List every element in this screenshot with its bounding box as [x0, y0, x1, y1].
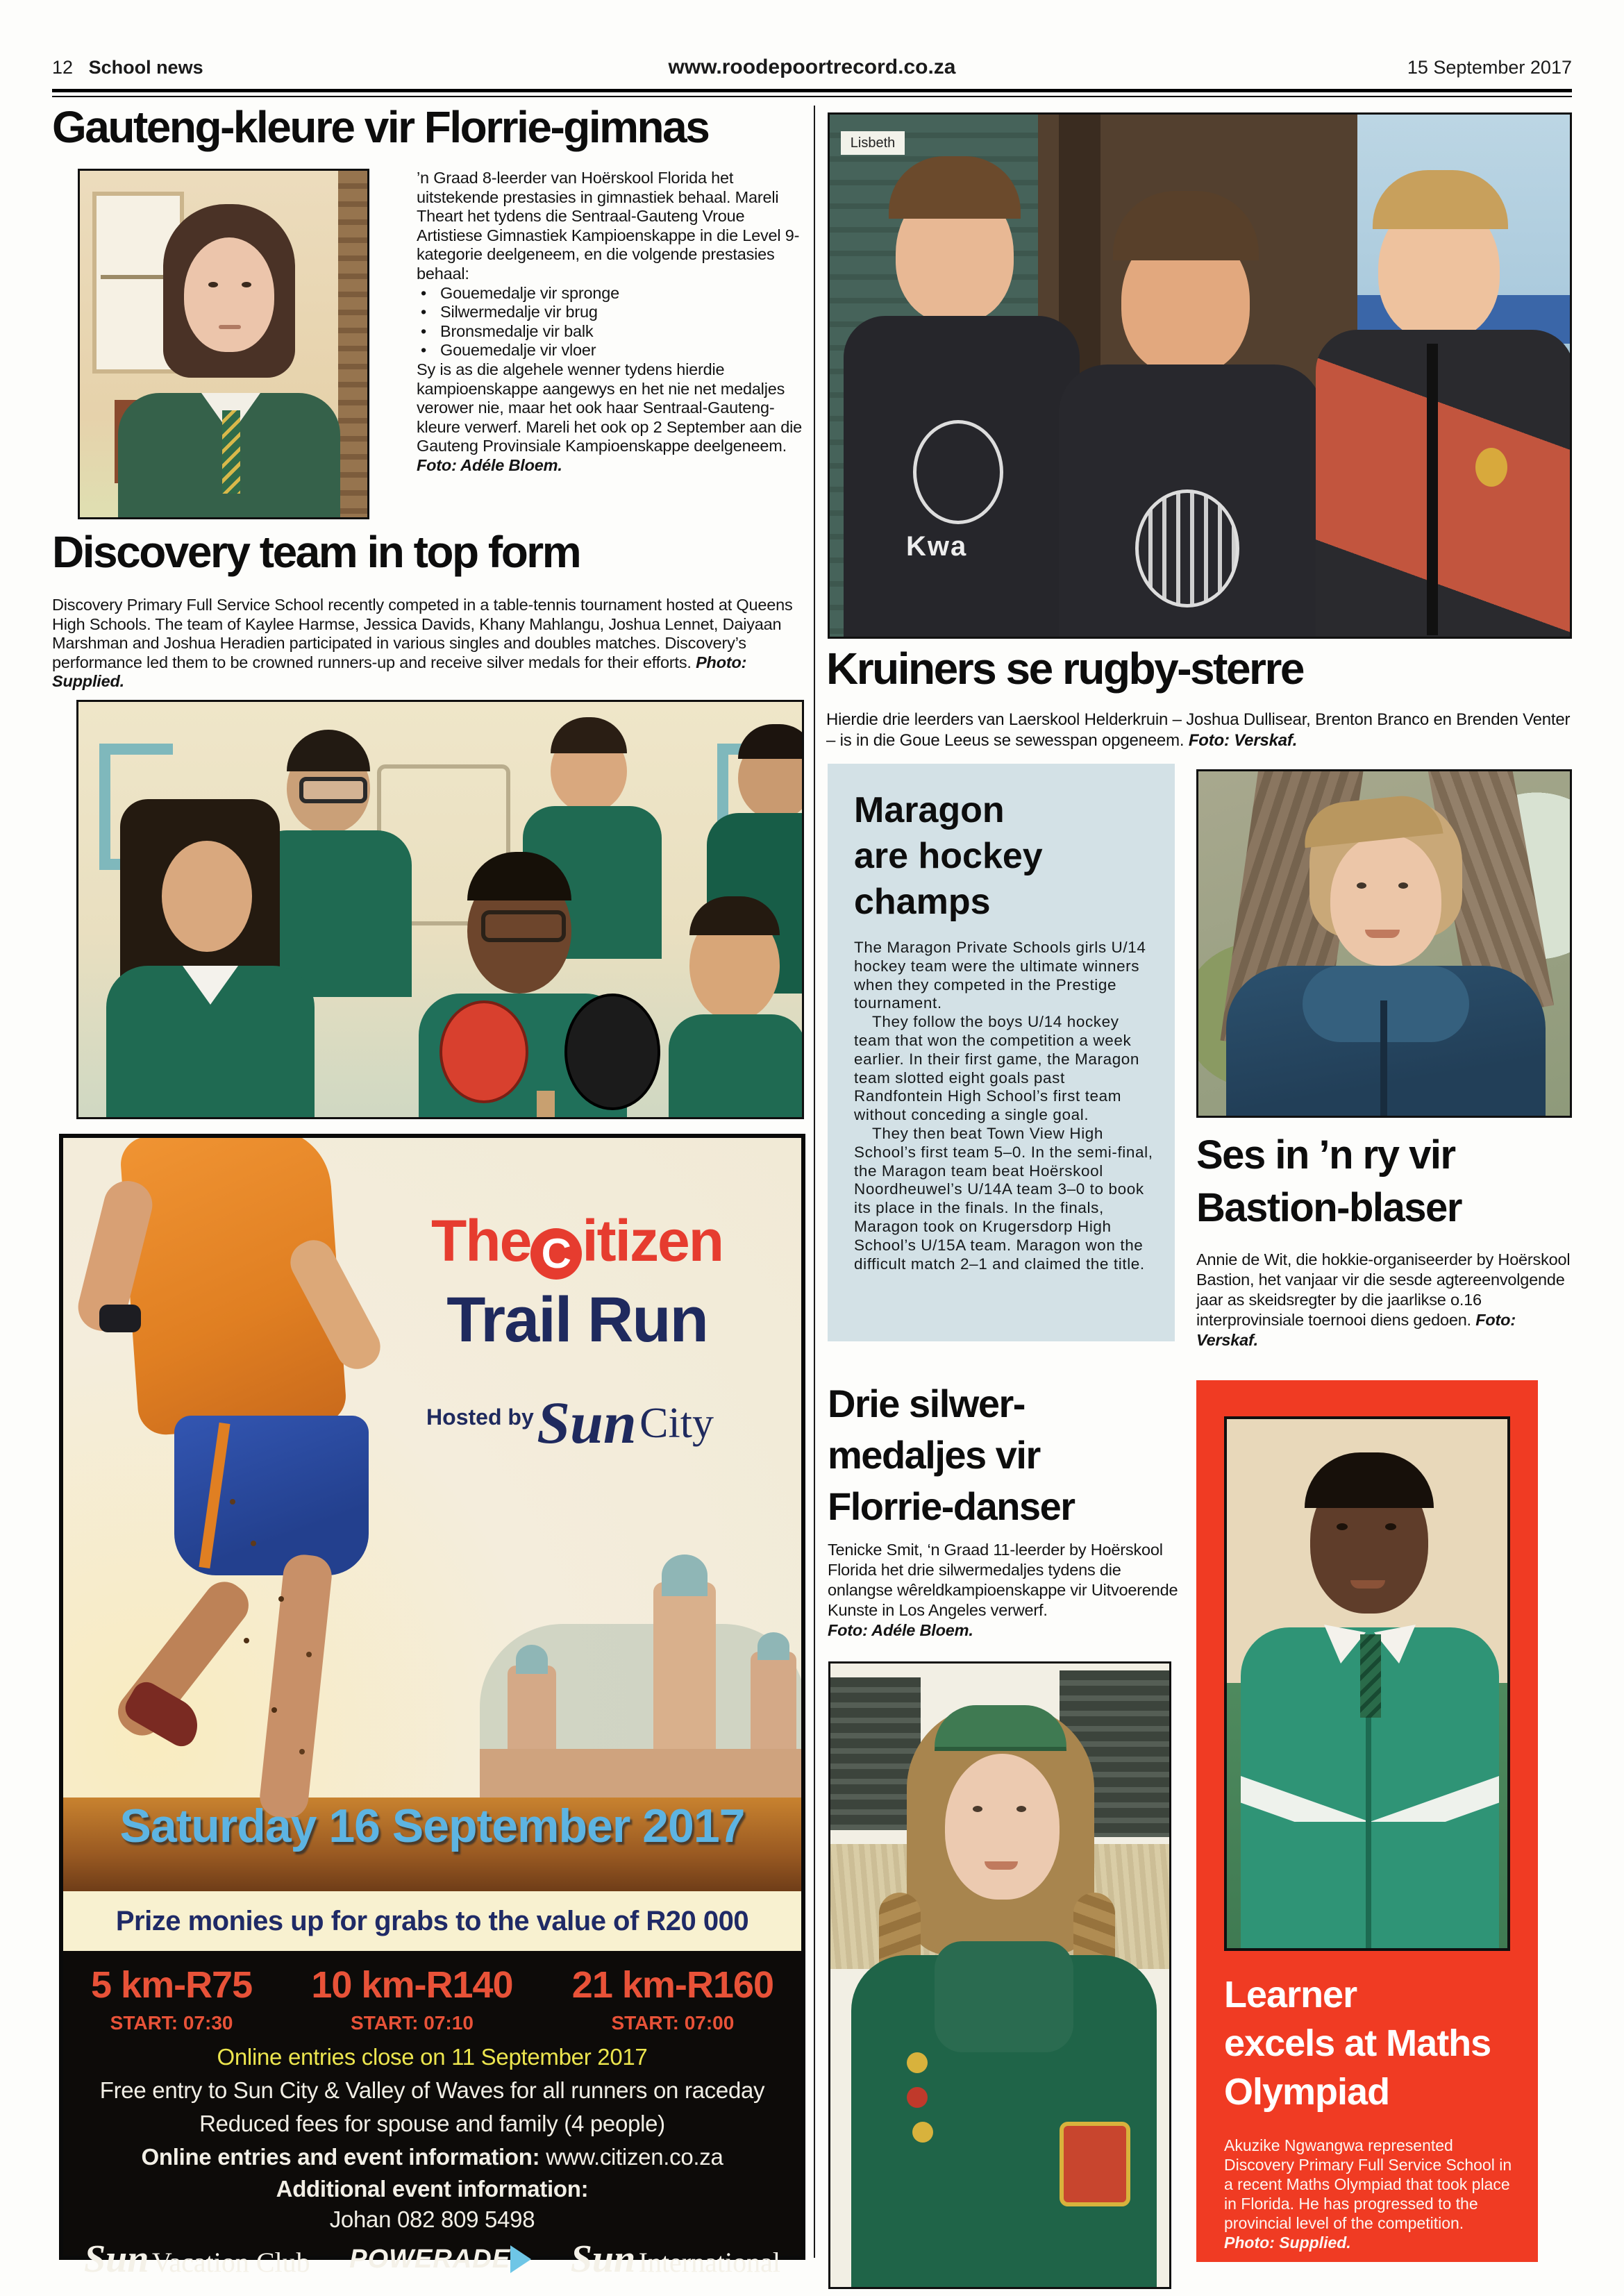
column-divider	[814, 106, 815, 2258]
ad-distance-21km-label: 21 km-R160	[571, 1964, 773, 2006]
photo-tt-paddle-red	[440, 1000, 528, 1103]
ad-online-info-url: www.citizen.co.za	[546, 2144, 723, 2170]
ad-event-date: Saturday 16 September 2017	[119, 1800, 745, 1852]
headline-maragon	[854, 787, 1175, 925]
gauteng-bullet-4: • Gouemedalje vir vloer	[417, 341, 807, 360]
gauteng-intro: ’n Graad 8-leerder van Hoërskool Florida het uitstekende prestasies in gimnastiek behaal. Mareli Theart het tydens die Sentraal-Gauteng Vroue Artistiese Gimnastiek Kampioenskappe in die Level 9-kategorie deelgeneem, en die volgende prestasies behaal:	[417, 169, 800, 283]
photo-annie-smile	[1365, 930, 1400, 938]
photo-tt-kid5-jacket	[669, 1014, 804, 1119]
photo-annie-eye-right	[1398, 882, 1408, 889]
gauteng-photo-credit: Foto: Adéle Bloem.	[417, 455, 562, 474]
gauteng-bullet-list	[417, 284, 807, 360]
sponsor-sun-vacation-club-logo	[84, 2237, 310, 2281]
photo-rugby-boy1-shirt-text: Kwa	[906, 531, 968, 562]
article-gauteng-body	[417, 169, 807, 476]
photo-rugby-boys	[828, 112, 1572, 639]
photo-tenicke-blazer-crest	[1060, 2122, 1130, 2206]
photo-tenicke-eye-left	[973, 1806, 982, 1812]
ad-contact: Johan 082 809 5498	[329, 2206, 535, 2232]
site-url: www.roodepoortrecord.co.za	[668, 56, 956, 78]
headline-danser-line1: Drie silwer-	[828, 1382, 1025, 1425]
ad-prize-bar: Prize monies up for grabs to the value of R20 000	[63, 1891, 801, 1951]
ad-distance-5km	[91, 1963, 252, 2034]
ad-distance-10km	[311, 1963, 512, 2034]
ad-distance-5km-label: 5 km-R75	[91, 1964, 253, 2006]
gauteng-bullet-1: • Gouemedalje vir spronge	[417, 284, 807, 303]
gauteng-bullet-2: • Silwermedalje vir brug	[417, 303, 807, 322]
sponsor3-name: International	[638, 2247, 780, 2278]
photo-mareli-eye-right	[242, 282, 251, 287]
maragon-paragraph-1: The Maragon Private Schools girls U/14 hockey team were the ultimate winners when they competed in the Prestige tournament.	[854, 939, 1146, 1012]
photo-tenicke-headband	[935, 1705, 1066, 1747]
sun-city-script-logo: Sun	[537, 1389, 637, 1456]
maragon-body	[854, 939, 1154, 1273]
photo-mareli-balcony-rail	[101, 275, 167, 279]
ad-distance-21km-start: START: 07:00	[611, 2012, 735, 2034]
bastion-body	[1196, 1250, 1577, 1350]
photo-akuzike-eye-right	[1385, 1523, 1396, 1530]
headline-maragon-line1: Maragon	[854, 790, 1005, 830]
ad-sponsor-row	[63, 2233, 801, 2281]
photo-tt-girl-face	[162, 841, 252, 952]
ad-entries-close: Online entries close on 11 September 2017	[217, 2044, 648, 2070]
headline-maragon-line3: champs	[854, 882, 991, 922]
ad-runner-watch	[99, 1305, 141, 1332]
ad-palace-dome-right	[757, 1632, 789, 1660]
gauteng-bullet-3: • Bronsmedalje vir balk	[417, 322, 807, 342]
citizen-logo-c-icon: C	[530, 1228, 582, 1280]
trail-run-ad	[59, 1134, 805, 2281]
headline-olympiad	[1224, 1970, 1523, 2116]
ad-hosted-row	[341, 1388, 799, 1457]
photo-akuzike	[1224, 1416, 1510, 1951]
photo-akuzike-smile	[1350, 1580, 1385, 1589]
header-rule-thick	[52, 89, 1572, 92]
citizen-logo-rest: itizen	[582, 1208, 723, 1273]
sponsor-sun-international-logo	[571, 2237, 780, 2281]
sponsor2-name: POWERADE	[349, 2244, 511, 2274]
sponsor1-name: Vacation Club	[151, 2247, 310, 2278]
photo-rugby-boy3-lion-badge	[1475, 448, 1507, 487]
photo-tt-paddle-handle	[537, 1091, 555, 1119]
kruiners-caption-text: Hierdie drie leerders van Laerskool Helderkruin – Joshua Dullisear, Brenton Branco en Brenden Venter – is in die Goue Leeus se sewesspan opgeneem.	[826, 710, 1571, 750]
photo-tenicke-badges	[907, 2052, 928, 2073]
danser-body	[828, 1540, 1180, 1641]
photo-akuzike-tie	[1360, 1634, 1381, 1718]
photo-annie-zipper	[1380, 1000, 1387, 1118]
photo-annie-eye-left	[1357, 882, 1366, 889]
photo-mareli	[78, 169, 369, 519]
gauteng-outro: Sy is as die algehele wenner tydens hierdie kampioenskappe aangewys en het nie net medaljes verower nie, maar het ook haar Sentraal-Gauteng-kleure verwerf. Mareli het ook op 2 September aan die Gauteng Provinsiale Kampioenskappe deelgeneem.	[417, 360, 803, 455]
maragon-article-box	[828, 764, 1175, 1341]
photo-tt-kid4-glasses	[481, 910, 566, 942]
photo-mareli-palm-trunk	[338, 171, 369, 519]
headline-kruiners: Kruiners se rugby-sterre	[826, 644, 1303, 694]
kruiners-caption	[826, 710, 1575, 751]
headline-discovery: Discovery team in top form	[52, 527, 580, 577]
sponsor3-script: Sun	[570, 2238, 636, 2281]
maragon-paragraph-2: They follow the boys U/14 hockey team that won the competition a week earlier. In their first game, the Maragon team slotted eight goals past Randfontein High School’s first team without conceding a single goal.	[854, 1013, 1140, 1124]
ad-distance-10km-start: START: 07:10	[351, 2012, 474, 2034]
ad-title: Trail Run	[446, 1284, 708, 1355]
bastion-text: Annie de Wit, die hokkie-organiseerder by Hoërskool Bastion, het vanjaar vir die sesde agtereenvolgende jaar as skeidsregter by die jaarlikse o.16 interprovinsiale toernooi diens gedoen.	[1196, 1250, 1571, 1329]
headline-olympiad-line1: Learner	[1224, 1974, 1357, 2016]
headline-danser-line2: medaljes vir	[828, 1433, 1040, 1477]
article-discovery-body	[52, 596, 807, 692]
ad-free-entry: Free entry to Sun City & Valley of Waves for all runners on raceday	[99, 2077, 765, 2103]
danser-photo-credit: Foto: Adéle Bloem.	[828, 1621, 973, 1639]
page-number: 12	[52, 57, 74, 78]
photo-akuzike-eye-left	[1337, 1523, 1348, 1530]
powerade-arrow-icon	[510, 2245, 531, 2273]
photo-tenicke-smit	[828, 1661, 1171, 2289]
ad-distances-row	[63, 1951, 801, 2034]
headline-bastion-line1: Ses in ’n ry vir	[1196, 1132, 1455, 1178]
photo-rugby-locker-tag: Lisbeth	[841, 131, 905, 155]
ad-additional-info-label: Additional event information:	[276, 2176, 589, 2202]
discovery-photo-credit: Photo: Supplied.	[52, 653, 747, 691]
photo-mareli-mouth	[219, 325, 241, 329]
sponsor1-script: Sun	[84, 2238, 149, 2281]
headline-danser	[828, 1378, 1178, 1532]
ad-distance-5km-start: START: 07:30	[110, 2012, 233, 2034]
ad-online-info	[63, 2144, 801, 2170]
photo-annie-face	[1330, 834, 1441, 966]
olympiad-photo-credit: Photo: Supplied.	[1224, 2234, 1351, 2252]
photo-tenicke-smile	[985, 1861, 1018, 1870]
ad-online-info-label: Online entries and event information:	[141, 2144, 540, 2170]
ad-info-panel	[63, 1951, 801, 2281]
ad-palace-dome	[662, 1555, 708, 1596]
maragon-paragraph-3: They then beat Town View High School’s first team 5–0. In the semi-final, the Maragon team beat Hoërskool Noordheuwel’s U/14A team 3–0 to book its place in the finals. In the finals, Maragon took on Krugersdorp High School’s U/15A team. Maragon won the difficult match 2–1 and claimed the title.	[854, 1124, 1153, 1273]
ad-hosted-by: Hosted by	[426, 1405, 534, 1430]
photo-mareli-tie	[222, 410, 240, 494]
olympiad-body	[1224, 2136, 1516, 2252]
ad-citizen-logo	[362, 1207, 792, 1280]
photo-mareli-face	[184, 237, 274, 352]
photo-tt-paddle-black	[564, 994, 660, 1110]
headline-bastion	[1196, 1129, 1575, 1234]
photo-rugby-boy2-emblem	[1135, 489, 1239, 607]
ad-mud-specks	[230, 1499, 235, 1505]
header-rule-thin	[52, 96, 1572, 97]
discovery-text: Discovery Primary Full Service School recently competed in a table-tennis tournament hosted at Queens High Schools. The team of Kaylee Harmse, Jessica Davids, Khany Mahlangu, Joshua Lennet, Daiyaan Marshman and Joshua Heradien participated in various singles and doubles matches. Discovery’s performance led them to be crowned runners-up and receive silver medals for their efforts.	[52, 596, 793, 671]
sun-city-name: City	[639, 1400, 714, 1447]
photo-rugby-boy3-jacket	[1316, 330, 1572, 639]
photo-tenicke-scarf	[935, 1941, 1073, 2052]
photo-table-tennis-team	[76, 700, 804, 1119]
olympiad-article-box	[1196, 1380, 1538, 2262]
headline-olympiad-line2: excels at Maths	[1224, 2022, 1491, 2064]
issue-date: 15 September 2017	[1407, 57, 1572, 78]
photo-rugby-boy1-emblem	[913, 420, 1003, 524]
sponsor-powerade-logo	[349, 2245, 531, 2274]
photo-tenicke-eye-right	[1016, 1806, 1026, 1812]
section-title: School news	[88, 57, 203, 78]
photo-tenicke-face	[945, 1754, 1060, 1900]
headline-danser-line3: Florrie-danser	[828, 1484, 1075, 1528]
headline-maragon-line2: are hockey	[854, 836, 1043, 876]
olympiad-text: Akuzike Ngwangwa represented Discovery Primary Full Service School in a recent Maths Olympiad that took place in Florida. He has progressed to the provincial level of the competition.	[1224, 2136, 1512, 2232]
headline-gauteng: Gauteng-kleure vir Florrie-gimnas	[52, 102, 709, 152]
ad-reduced-fees: Reduced fees for spouse and family (4 people)	[199, 2111, 665, 2136]
headline-olympiad-line3: Olympiad	[1224, 2071, 1390, 2113]
danser-text: Tenicke Smit, ‘n Graad 11-leerder by Hoërskool Florida het drie silwermedaljes tydens die onlangse wêreldkampioenskappe vir Uitvoerende Kunste in Los Angeles verwerf.	[828, 1541, 1178, 1619]
ad-distance-10km-label: 10 km-R140	[311, 1964, 513, 2006]
bastion-photo-credit: Foto: Verskaf.	[1196, 1311, 1516, 1349]
photo-annie-de-wit	[1196, 769, 1572, 1118]
photo-tt-kid1-glasses	[299, 777, 367, 803]
photo-rugby-boy3-zip	[1427, 344, 1438, 635]
ad-photo-zone	[63, 1138, 801, 1891]
ad-distance-21km	[572, 1963, 773, 2034]
headline-bastion-line2: Bastion-blaser	[1196, 1185, 1462, 1230]
ad-palace-dome-left	[516, 1645, 548, 1674]
kruiners-photo-credit: Foto: Verskaf.	[1188, 731, 1298, 750]
citizen-logo-the: The	[430, 1208, 531, 1273]
photo-akuzike-zipper	[1366, 1718, 1371, 1951]
photo-mareli-eye-left	[208, 282, 218, 287]
